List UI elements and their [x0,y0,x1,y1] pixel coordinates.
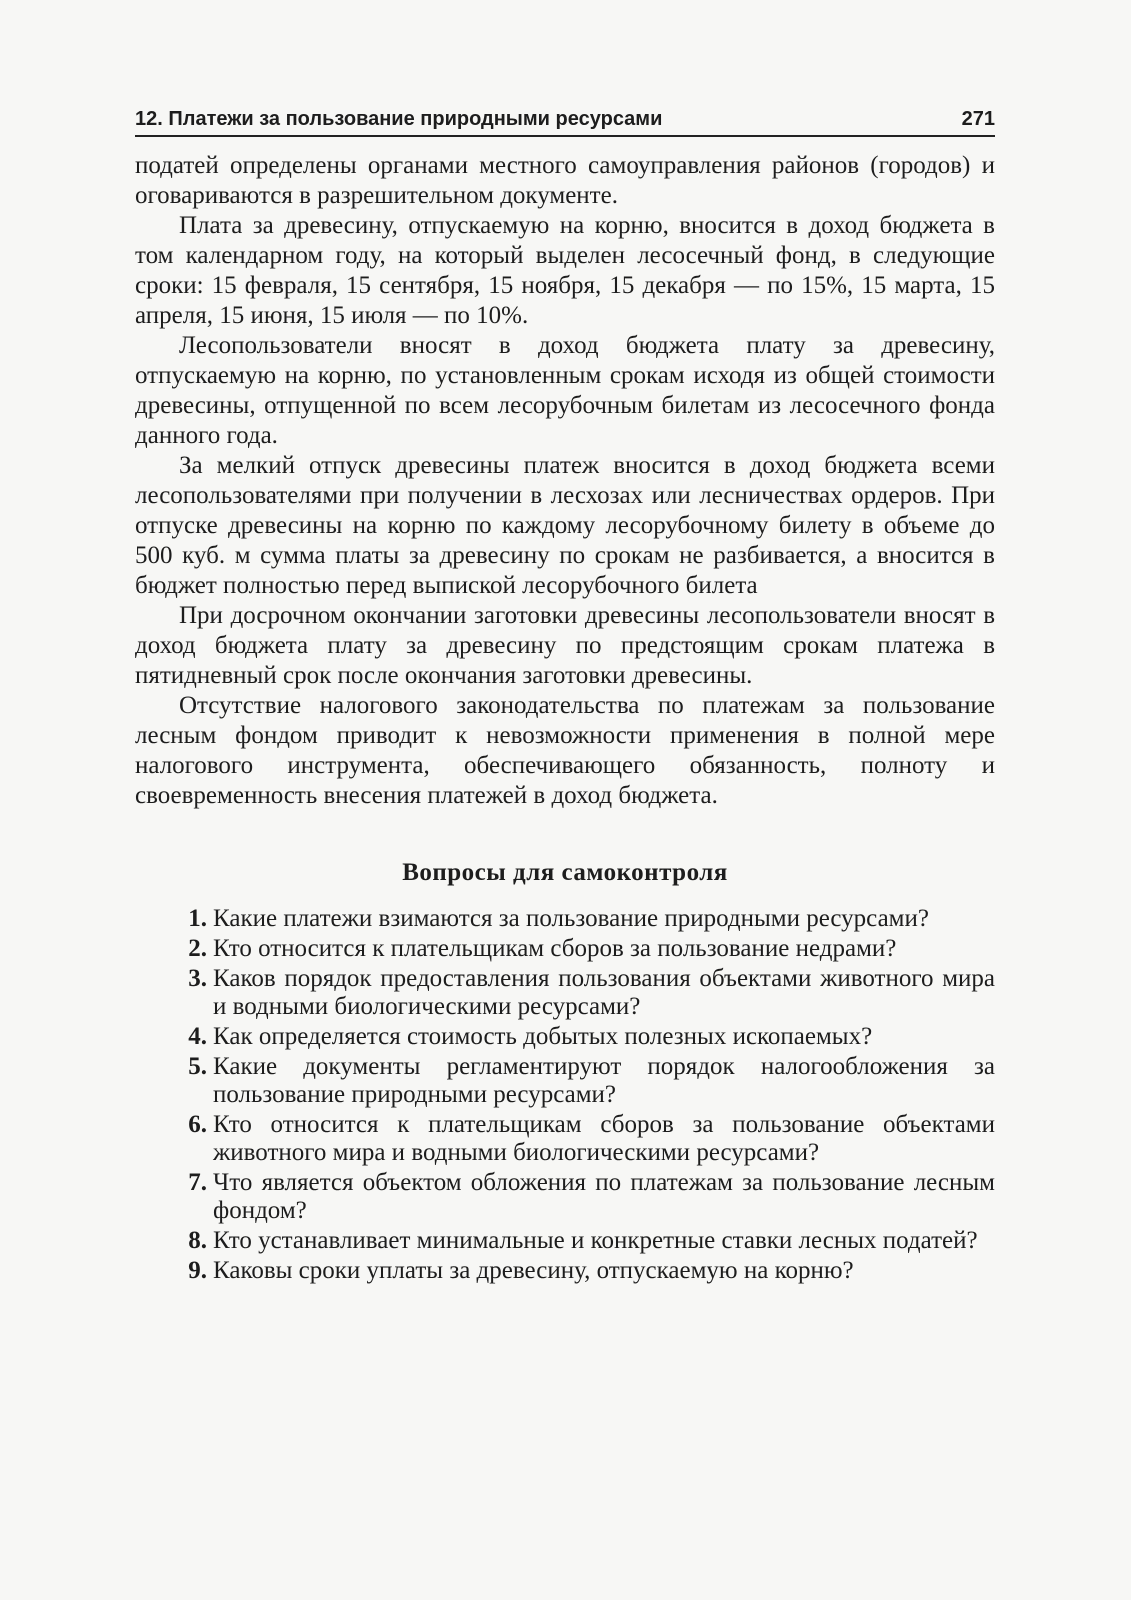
section-heading: Вопросы для самоконтроля [402,859,728,886]
list-item [135,1169,995,1225]
list-item [135,1053,995,1109]
question-text: Кто относится к плательщикам сборов за пользование объектами животного мира и водными биологическими ресурсами? [213,1111,995,1166]
question-text: Что является объектом обложения по платежам за пользование лесным фондом? [213,1169,995,1224]
running-head [135,108,995,137]
list-item [135,1023,995,1051]
question-number: 7. [188,1169,207,1196]
questions-list [135,905,995,1285]
question-text: Какие документы регламентируют порядок налогообложения за пользование природными ресурсами? [213,1053,995,1108]
paragraph: Лесопользователи вносят в доход бюджета плату за древесину, отпускаемую на корню, по установленным срокам исходя из общей стоимости древесины, отпущенной по всем лесорубочным билетам из лесосечного фонда данного года. [135,332,995,449]
question-text: Каковы сроки уплаты за древесину, отпускаемую на корню? [213,1257,854,1284]
chapter-title: 12. Платежи за пользование природными ресурсами [135,108,663,130]
book-page [135,108,995,1287]
question-text: Каков порядок предоставления пользования объектами животного мира и водными биологическими ресурсами? [213,965,995,1020]
list-item [135,1227,995,1255]
question-number: 1. [188,905,207,932]
paragraph: податей определены органами местного самоуправления районов (городов) и оговариваются в разрешительном документе. [135,152,995,209]
list-item [135,1257,995,1285]
question-number: 5. [188,1053,207,1080]
body-text [135,151,995,811]
list-item [135,965,995,1021]
list-item [135,1111,995,1167]
question-number: 2. [188,935,207,962]
paragraph: Отсутствие налогового законодательства по платежам за пользование лесным фондом приводит к невозможности применения в полной мере налогового инструмента, обеспечивающего обязанность, полноту и своевременность внесения платежей в доход бюджета. [135,692,995,809]
question-number: 8. [188,1227,207,1254]
paragraph: Плата за древесину, отпускаемую на корню, вносится в доход бюджета в том календарном году, на который выделен лесосечный фонд, в следующие сроки: 15 февраля, 15 сентября, 15 ноября, 15 декабря — по 15%, 15 марта, 15 апреля, 15 июня, 15 июля — по 10%. [135,212,995,329]
list-item [135,935,995,963]
question-number: 3. [188,965,207,992]
question-number: 6. [188,1111,207,1138]
paragraph: При досрочном окончании заготовки древесины лесопользователи вносят в доход бюджета плату за древесину по предстоящим срокам платежа в пятидневный срок после окончания заготовки древесины. [135,602,995,689]
page-number: 271 [961,108,995,130]
paragraph: За мелкий отпуск древесины платеж вносится в доход бюджета всеми лесопользователями при получении в лесхозах или лесничествах ордеров. При отпуске древесины на корню по каждому лесорубочному билету в объеме до 500 куб. м сумма платы за древесину по срокам не разбивается, а вносится в бюджет полностью перед выпиской лесорубочного билета [135,452,995,599]
question-text: Кто устанавливает минимальные и конкретные ставки лесных податей? [213,1227,978,1254]
question-number: 9. [188,1257,207,1284]
question-text: Кто относится к плательщикам сборов за пользование недрами? [213,935,897,962]
question-number: 4. [188,1023,207,1050]
list-item [135,905,995,933]
question-text: Как определяется стоимость добытых полезных ископаемых? [213,1023,873,1050]
question-text: Какие платежи взимаются за пользование природными ресурсами? [213,905,929,932]
